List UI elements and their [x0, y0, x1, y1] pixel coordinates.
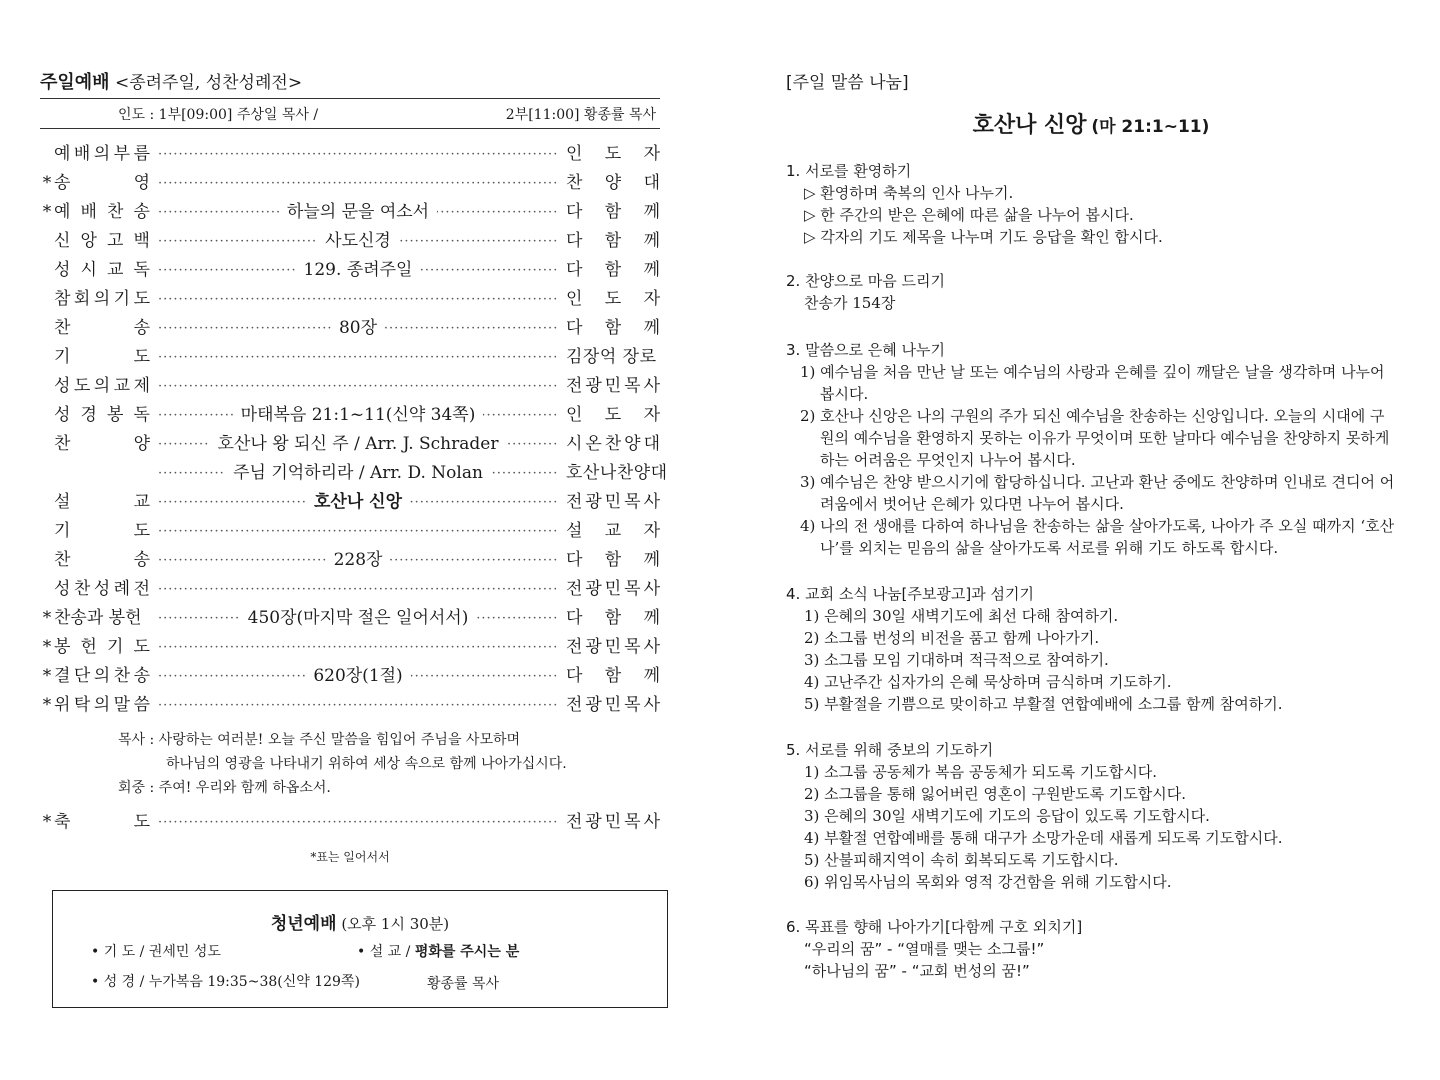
order-content-wrap — [158, 198, 558, 227]
order-person: 전 광 민 목 사 — [566, 812, 660, 832]
order-label: 성 시 교 독 — [54, 260, 150, 280]
order-row — [40, 517, 660, 546]
order-content-wrap — [158, 314, 558, 343]
order-person: 다 함 께 — [566, 318, 660, 338]
order-person: 다 함 께 — [566, 608, 660, 628]
order-row — [40, 401, 660, 430]
order-content: 호산나 왕 되신 주 / Arr. J. Schrader — [210, 434, 507, 454]
order-row — [40, 488, 660, 517]
order-person: 다 함 께 — [566, 260, 660, 280]
order-content-wrap — [158, 604, 558, 633]
order-person: 전 광 민 목 사 — [566, 695, 660, 715]
order-row — [40, 662, 660, 691]
order-label: 기 도 — [54, 347, 150, 367]
standing-mark: * — [42, 695, 52, 715]
order-row — [40, 256, 660, 285]
order-content: 450장(마지막 절은 일어서서) — [240, 608, 477, 628]
youth-prayer: • 기 도 / 권세민 성도 — [91, 944, 221, 960]
order-row — [40, 430, 660, 459]
leader-dots — [158, 285, 558, 314]
order-person: 다 함 께 — [566, 231, 660, 251]
order-person: 전 광 민 목 사 — [566, 637, 660, 657]
order-row — [40, 343, 660, 372]
leader-dots — [158, 140, 558, 169]
order-label: 성 찬 성 례 전 — [54, 579, 150, 599]
section-item: “하나님의 꿈” - “교회 번성의 꿈!” — [804, 962, 1030, 980]
leader-dots — [158, 575, 558, 604]
section-item: 4) 나의 전 생애를 다하여 하나님을 찬송하는 삶을 살아가도록, 나아가 주 오실 때까지 ‘호산나’를 외치는 믿음의 삶을 살아가도록 서로를 위해 기도 하도록 합시다. — [800, 517, 1395, 557]
standing-mark: * — [42, 202, 52, 222]
order-label: 찬 송 — [54, 550, 150, 570]
order-label: 축 도 — [54, 812, 150, 832]
order-label: 결 단 의 찬 송 — [54, 666, 150, 686]
section-item: 찬송가 154장 — [804, 294, 896, 312]
leader-dots — [158, 808, 558, 837]
worship-subtitle: <종려주일, 성찬성례전> — [114, 73, 303, 93]
leader-dots — [158, 372, 558, 401]
pastor-line-2: 하나님의 영광을 나타내기 위하여 세상 속으로 함께 나아가십시다. — [166, 756, 567, 772]
section-heading: 5. 서로를 위해 중보의 기도하기 — [786, 741, 994, 759]
pastor-label: 목사 : — [118, 732, 155, 748]
section-item: 1) 은혜의 30일 새벽기도에 최선 다해 참여하기. — [804, 607, 1119, 625]
sharing-section — [786, 339, 1396, 559]
order-person: 전 광 민 목 사 — [566, 492, 660, 512]
youth-worship-title — [53, 909, 667, 934]
standing-mark: * — [42, 812, 52, 832]
order-person: 호산나찬양대 — [566, 463, 668, 483]
order-row — [40, 459, 668, 488]
order-row — [40, 575, 660, 604]
sermon-title-text: 호산나 신앙 — [972, 113, 1087, 138]
section-item: 2) 호산나 신앙은 나의 구원의 주가 되신 예수님을 찬송하는 신앙입니다. 오늘의 시대에 구원의 예수님을 환영하지 못하는 이유가 무엇이며 또한 날마다 예수님을 찬양하지 못하게 하는 어려움은 무엇인지 나누어 봅시다. — [800, 407, 1390, 469]
order-label: 예 배 의 부 름 — [54, 144, 150, 164]
leader-dots — [158, 169, 558, 198]
sharing-section — [786, 160, 1396, 248]
order-row — [40, 314, 660, 343]
order-person: 인 도 자 — [566, 289, 660, 309]
order-content: 마태복음 21:1~11(신약 34쪽) — [233, 405, 484, 425]
section-item: ▷ 환영하며 축복의 인사 나누기. — [804, 184, 1014, 202]
worship-title — [40, 68, 302, 94]
order-content-wrap — [158, 227, 558, 256]
worship-order-page — [40, 0, 668, 1080]
youth-scripture: • 성 경 / 누가복음 19:35~38(신약 129쪽) — [91, 974, 360, 990]
benediction-row — [40, 808, 660, 837]
order-person: 전 광 민 목 사 — [566, 376, 660, 396]
worship-title-main: 주일예배 — [40, 72, 110, 93]
order-person: 전 광 민 목 사 — [566, 579, 660, 599]
order-row — [40, 140, 660, 169]
section-item: 3) 예수님은 찬양 받으시기에 합당하십니다. 고난과 환난 중에도 찬양하며 인내로 견디어 어려움에서 벗어난 은혜가 있다면 나누어 봅시다. — [800, 473, 1395, 513]
sharing-section — [786, 916, 1396, 982]
order-content: 80장 — [331, 318, 385, 338]
section-heading: 1. 서로를 환영하기 — [786, 162, 912, 180]
section-item: 4) 고난주간 십자가의 은혜 묵상하며 금식하며 기도하기. — [804, 673, 1172, 691]
order-content-wrap — [158, 459, 558, 488]
order-row — [40, 691, 660, 720]
section-item: 4) 부활절 연합예배를 통해 대구가 소망가운데 새롭게 되도록 기도합시다. — [804, 829, 1283, 847]
section-item: 5) 부활절을 기쁨으로 맞이하고 부활절 연합예배에 소그룹 함께 참여하기. — [804, 695, 1283, 713]
order-label: 송 영 — [54, 173, 150, 193]
sermon-title — [786, 108, 1396, 139]
order-person: 김장억 장로 — [566, 347, 657, 367]
leader-first-service: 인도 : 1부[09:00] 주상일 목사 / — [118, 107, 319, 123]
section-heading: 6. 목표를 향해 나아가기[다함께 구호 외치기] — [786, 918, 1083, 936]
order-row — [40, 604, 660, 633]
standing-mark: * — [42, 608, 52, 628]
order-row — [40, 285, 660, 314]
section-label: [주일 말씀 나눔] — [786, 73, 909, 93]
section-item: 2) 소그룹을 통해 잃어버린 영혼이 구원받도록 기도합시다. — [804, 785, 1187, 803]
order-label: 성 도 의 교 제 — [54, 376, 150, 396]
standing-mark: * — [42, 666, 52, 686]
order-label: 위 탁 의 말 씀 — [54, 695, 150, 715]
order-label: 참 회 의 기 도 — [54, 289, 150, 309]
order-person: 찬 양 대 — [566, 173, 660, 193]
order-content: 129. 종려주일 — [296, 260, 421, 280]
order-person: 다 함 께 — [566, 666, 660, 686]
order-label: 찬 양 — [54, 434, 150, 454]
leader-dots — [158, 517, 558, 546]
section-item: 1) 소그룹 공동체가 복음 공동체가 되도록 기도합시다. — [804, 763, 1158, 781]
order-content-wrap — [158, 256, 558, 285]
section-item: 3) 소그룹 모임 기대하며 적극적으로 참여하기. — [804, 651, 1109, 669]
section-item: 2) 소그룹 번성의 비전을 품고 함께 나아가기. — [804, 629, 1100, 647]
order-content-wrap — [158, 662, 558, 691]
order-person: 다 함 께 — [566, 202, 660, 222]
order-row — [40, 633, 660, 662]
leader-line — [40, 98, 660, 129]
order-content: 620장(1절) — [305, 666, 410, 686]
standing-mark: * — [42, 173, 52, 193]
section-item: 1) 예수님을 처음 만난 날 또는 예수님의 사랑과 은혜를 깊이 깨달은 날을 생각하며 나누어 봅시다. — [800, 363, 1385, 403]
order-label: 예 배 찬 송 — [54, 202, 150, 222]
section-item: ▷ 각자의 기도 제목을 나누며 기도 응답을 확인 합시다. — [804, 228, 1163, 246]
leader-second-service: 2부[11:00] 황종률 목사 — [505, 107, 656, 123]
youth-sermon-title: 평화를 주시는 분 — [414, 944, 520, 960]
section-heading: 3. 말씀으로 은혜 나누기 — [786, 341, 946, 359]
sharing-section — [786, 739, 1396, 893]
standing-note: *표는 일어서서 — [310, 850, 390, 864]
youth-preacher: 황종률 목사 — [427, 976, 500, 992]
section-item: 3) 은혜의 30일 새벽기도에 기도의 응답이 있도록 기도합시다. — [804, 807, 1210, 825]
order-content: 하늘의 문을 여소서 — [279, 202, 437, 222]
order-label: 기 도 — [54, 521, 150, 541]
leader-dots — [158, 633, 558, 662]
order-content: 228장 — [326, 550, 391, 570]
order-person: 다 함 께 — [566, 550, 660, 570]
order-row — [40, 372, 660, 401]
order-content-wrap — [158, 430, 558, 459]
youth-time: (오후 1시 30분) — [341, 915, 450, 933]
order-content: 사도신경 — [317, 231, 399, 251]
order-person: 인 도 자 — [566, 405, 660, 425]
section-heading: 4. 교회 소식 나눔[주보광고]과 섬기기 — [786, 585, 1034, 603]
youth-worship-box — [52, 890, 668, 1008]
congregation-line: 주여! 우리와 함께 하옵소서. — [158, 780, 331, 796]
sharing-section — [786, 583, 1396, 715]
standing-mark: * — [42, 637, 52, 657]
section-item: 5) 산불피해지역이 속히 회복되도록 기도합시다. — [804, 851, 1119, 869]
order-label: 봉 헌 기 도 — [54, 637, 150, 657]
section-item: “우리의 꿈” - “열매를 맺는 소그룹!” — [804, 940, 1045, 958]
order-content-wrap — [158, 401, 558, 430]
order-row — [40, 198, 660, 227]
youth-sermon — [357, 941, 519, 961]
order-row — [40, 169, 660, 198]
order-content-wrap — [158, 488, 558, 517]
sending-dialog — [118, 728, 567, 800]
sharing-section — [786, 270, 1396, 314]
sermon-reference: (마 21:1~11) — [1091, 117, 1210, 137]
section-item: 6) 위임목사님의 목회와 영적 강건함을 위해 기도합시다. — [804, 873, 1172, 891]
section-item: ▷ 한 주간의 받은 은혜에 따른 삶을 나누어 봅시다. — [804, 206, 1134, 224]
congregation-label: 회중 : — [118, 780, 155, 796]
order-row — [40, 227, 660, 256]
youth-sermon-label: • 설 교 / — [357, 944, 411, 960]
order-label: 찬 송 — [54, 318, 150, 338]
order-row — [40, 546, 660, 575]
section-heading: 2. 찬양으로 마음 드리기 — [786, 272, 946, 290]
leader-dots — [158, 691, 558, 720]
order-person: 설 교 자 — [566, 521, 660, 541]
order-label: 찬송과 봉헌 — [54, 608, 142, 628]
leader-dots — [158, 343, 558, 372]
order-person: 인 도 자 — [566, 144, 660, 164]
youth-title-text: 청년예배 — [270, 914, 337, 934]
order-person: 시 온 찬 양 대 — [566, 434, 660, 454]
order-content: 주님 기억하리라 / Arr. D. Nolan — [225, 463, 491, 483]
sermon-sharing-page — [786, 0, 1396, 1080]
order-label: 설 교 — [54, 492, 150, 512]
order-content: 호산나 신앙 — [306, 492, 410, 512]
order-label: 성 경 봉 독 — [54, 405, 150, 425]
order-label: 신 앙 고 백 — [54, 231, 150, 251]
order-content-wrap — [158, 546, 558, 575]
pastor-line-1: 사랑하는 여러분! 오늘 주신 말씀을 힘입어 주님을 사모하며 — [158, 732, 521, 748]
